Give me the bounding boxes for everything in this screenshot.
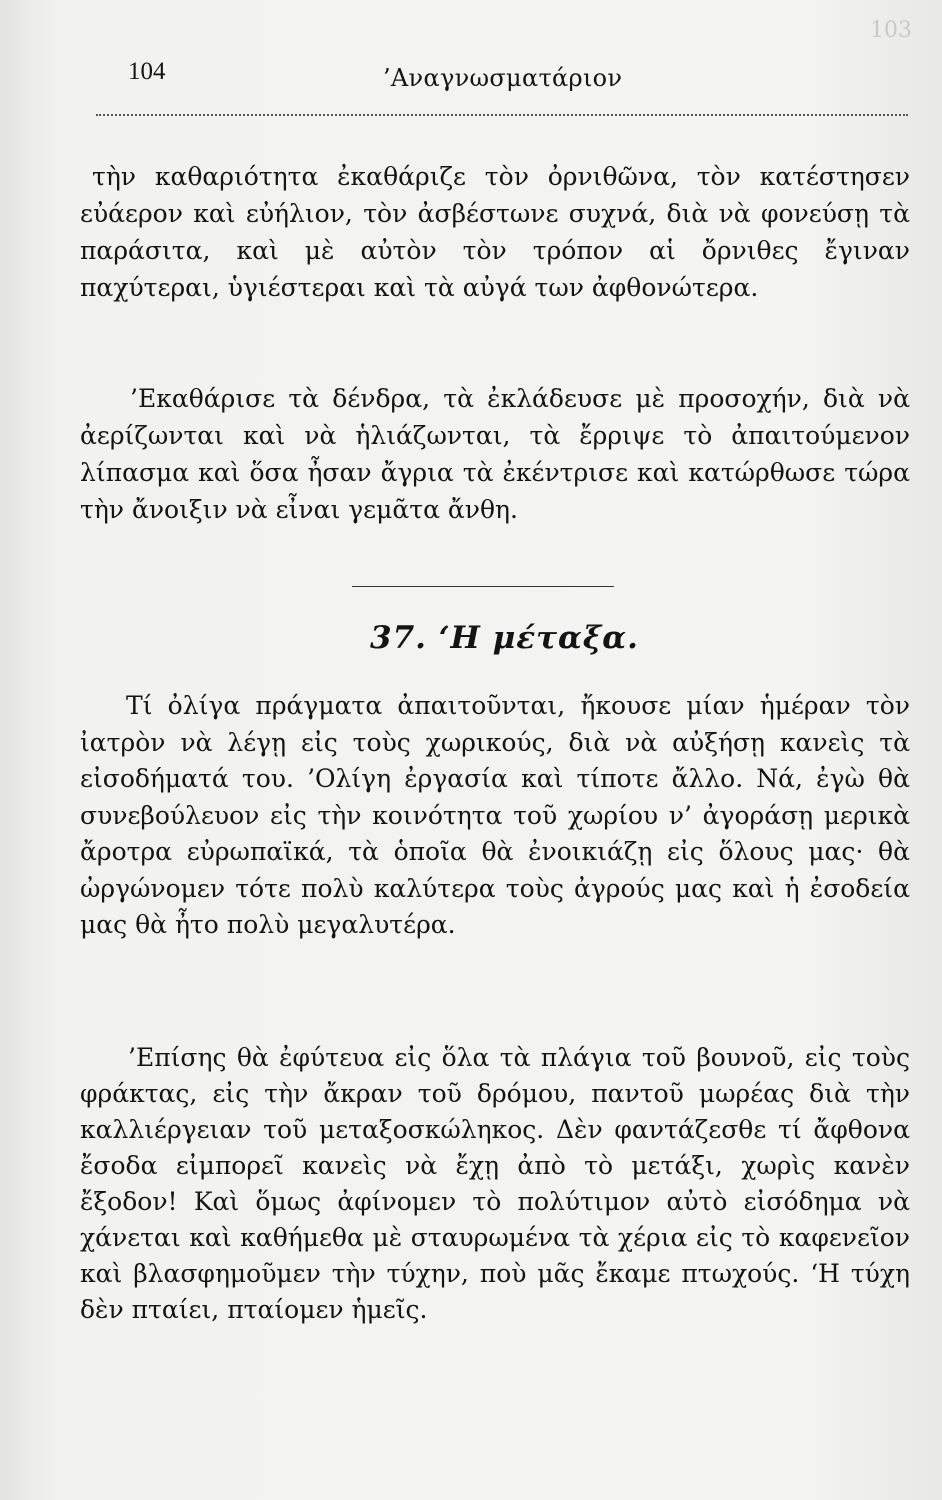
page-header	[128, 52, 918, 102]
header-divider	[96, 114, 908, 116]
paragraph-trees: ’Εκαθάρισε τὰ δένδρα, τὰ ἐκλάδευσε μὲ προσοχήν, διὰ νὰ ἀερίζωνται καὶ νὰ ἡλιάζωνται, τὰ ἔρριψε τὸ ἀπαιτούμενον λίπασμα καὶ ὅσα ἦσαν ἄγρια τὰ ἐκέντρισε καὶ κατώρθωσε τώρα τὴν ἄνοιξιν νὰ εἶναι γεμᾶτα ἄνθη.	[80, 384, 910, 524]
running-title: ’Αναγνωσματάριον	[383, 64, 623, 92]
paragraph-doctor-advice: Τί ὀλίγα πράγματα ἀπαιτοῦνται, ἤκουσε μίαν ἡμέραν τὸν ἰατρὸν νὰ λέγῃ εἰς τοὺς χωρικούς, διὰ νὰ αὐξήσῃ κανεὶς τὰ εἰσοδήματά του. ’Ολίγη ἐργασία καὶ τίποτε ἄλλο. Νά, ἐγὼ θὰ συνεβούλευον εἰς τὴν κοινότητα τοῦ χωρίου ν’ ἀγοράσῃ μερικὰ ἄροτρα εὐρωπαϊκά, τὰ ὁποῖα θὰ ἐνοικιάζῃ εἰς ὅλους μας· θὰ ὠργώνομεν τότε πολὺ καλύτερα τοὺς ἀγρούς μας καὶ ἡ ἐσοδεία μας θὰ ἦτο πολὺ μεγαλυτέρα.	[80, 691, 910, 939]
bleed-through-page-number: 103	[870, 18, 912, 43]
page-number: 104	[128, 58, 166, 85]
paragraph-continued: τὴν καθαριότητα ἐκαθάριζε τὸν ὀρνιθῶνα, τὸν κατέστησεν εὐάερον καὶ εὐήλιον, τὸν ἀσβέστωνε συχνά, διὰ νὰ φονεύσῃ τὰ παράσιτα, καὶ μὲ αὐτὸν τὸν τρόπον αἱ ὄρνιθες ἔγιναν παχύτεραι, ὑγιέστεραι καὶ τὰ αὐγά των ἀφθονώτερα.	[80, 162, 910, 302]
section-title: 37. ‘Η μέταξα.	[370, 620, 639, 656]
section-divider	[352, 586, 614, 587]
paragraph-silk: ’Επίσης θὰ ἐφύτευα εἰς ὅλα τὰ πλάγια τοῦ βουνοῦ, εἰς τοὺς φράκτας, εἰς τὴν ἄκραν τοῦ δρόμου, παντοῦ μωρέας διὰ τὴν καλλιέργειαν τοῦ μεταξοσκώληκος. Δὲν φαντάζεσθε τί ἄφθονα ἔσοδα εἰμπορεῖ κανεὶς νὰ ἔχῃ ἀπὸ τὸ μετάξι, χωρὶς κανὲν ἔξοδον! Καὶ ὅμως ἀφίνομεν τὸ πολύτιμον αὐτὸ εἰσόδημα νὰ χάνεται καὶ καθήμεθα μὲ σταυρωμένα τὰ χέρια εἰς τὸ καφενεῖον καὶ βλασφημοῦμεν τὴν τύχην, ποὺ μᾶς ἔκαμε πτωχούς. ‘Η τύχη δὲν πταίει, πταίομεν ἡμεῖς.	[80, 1043, 910, 1324]
